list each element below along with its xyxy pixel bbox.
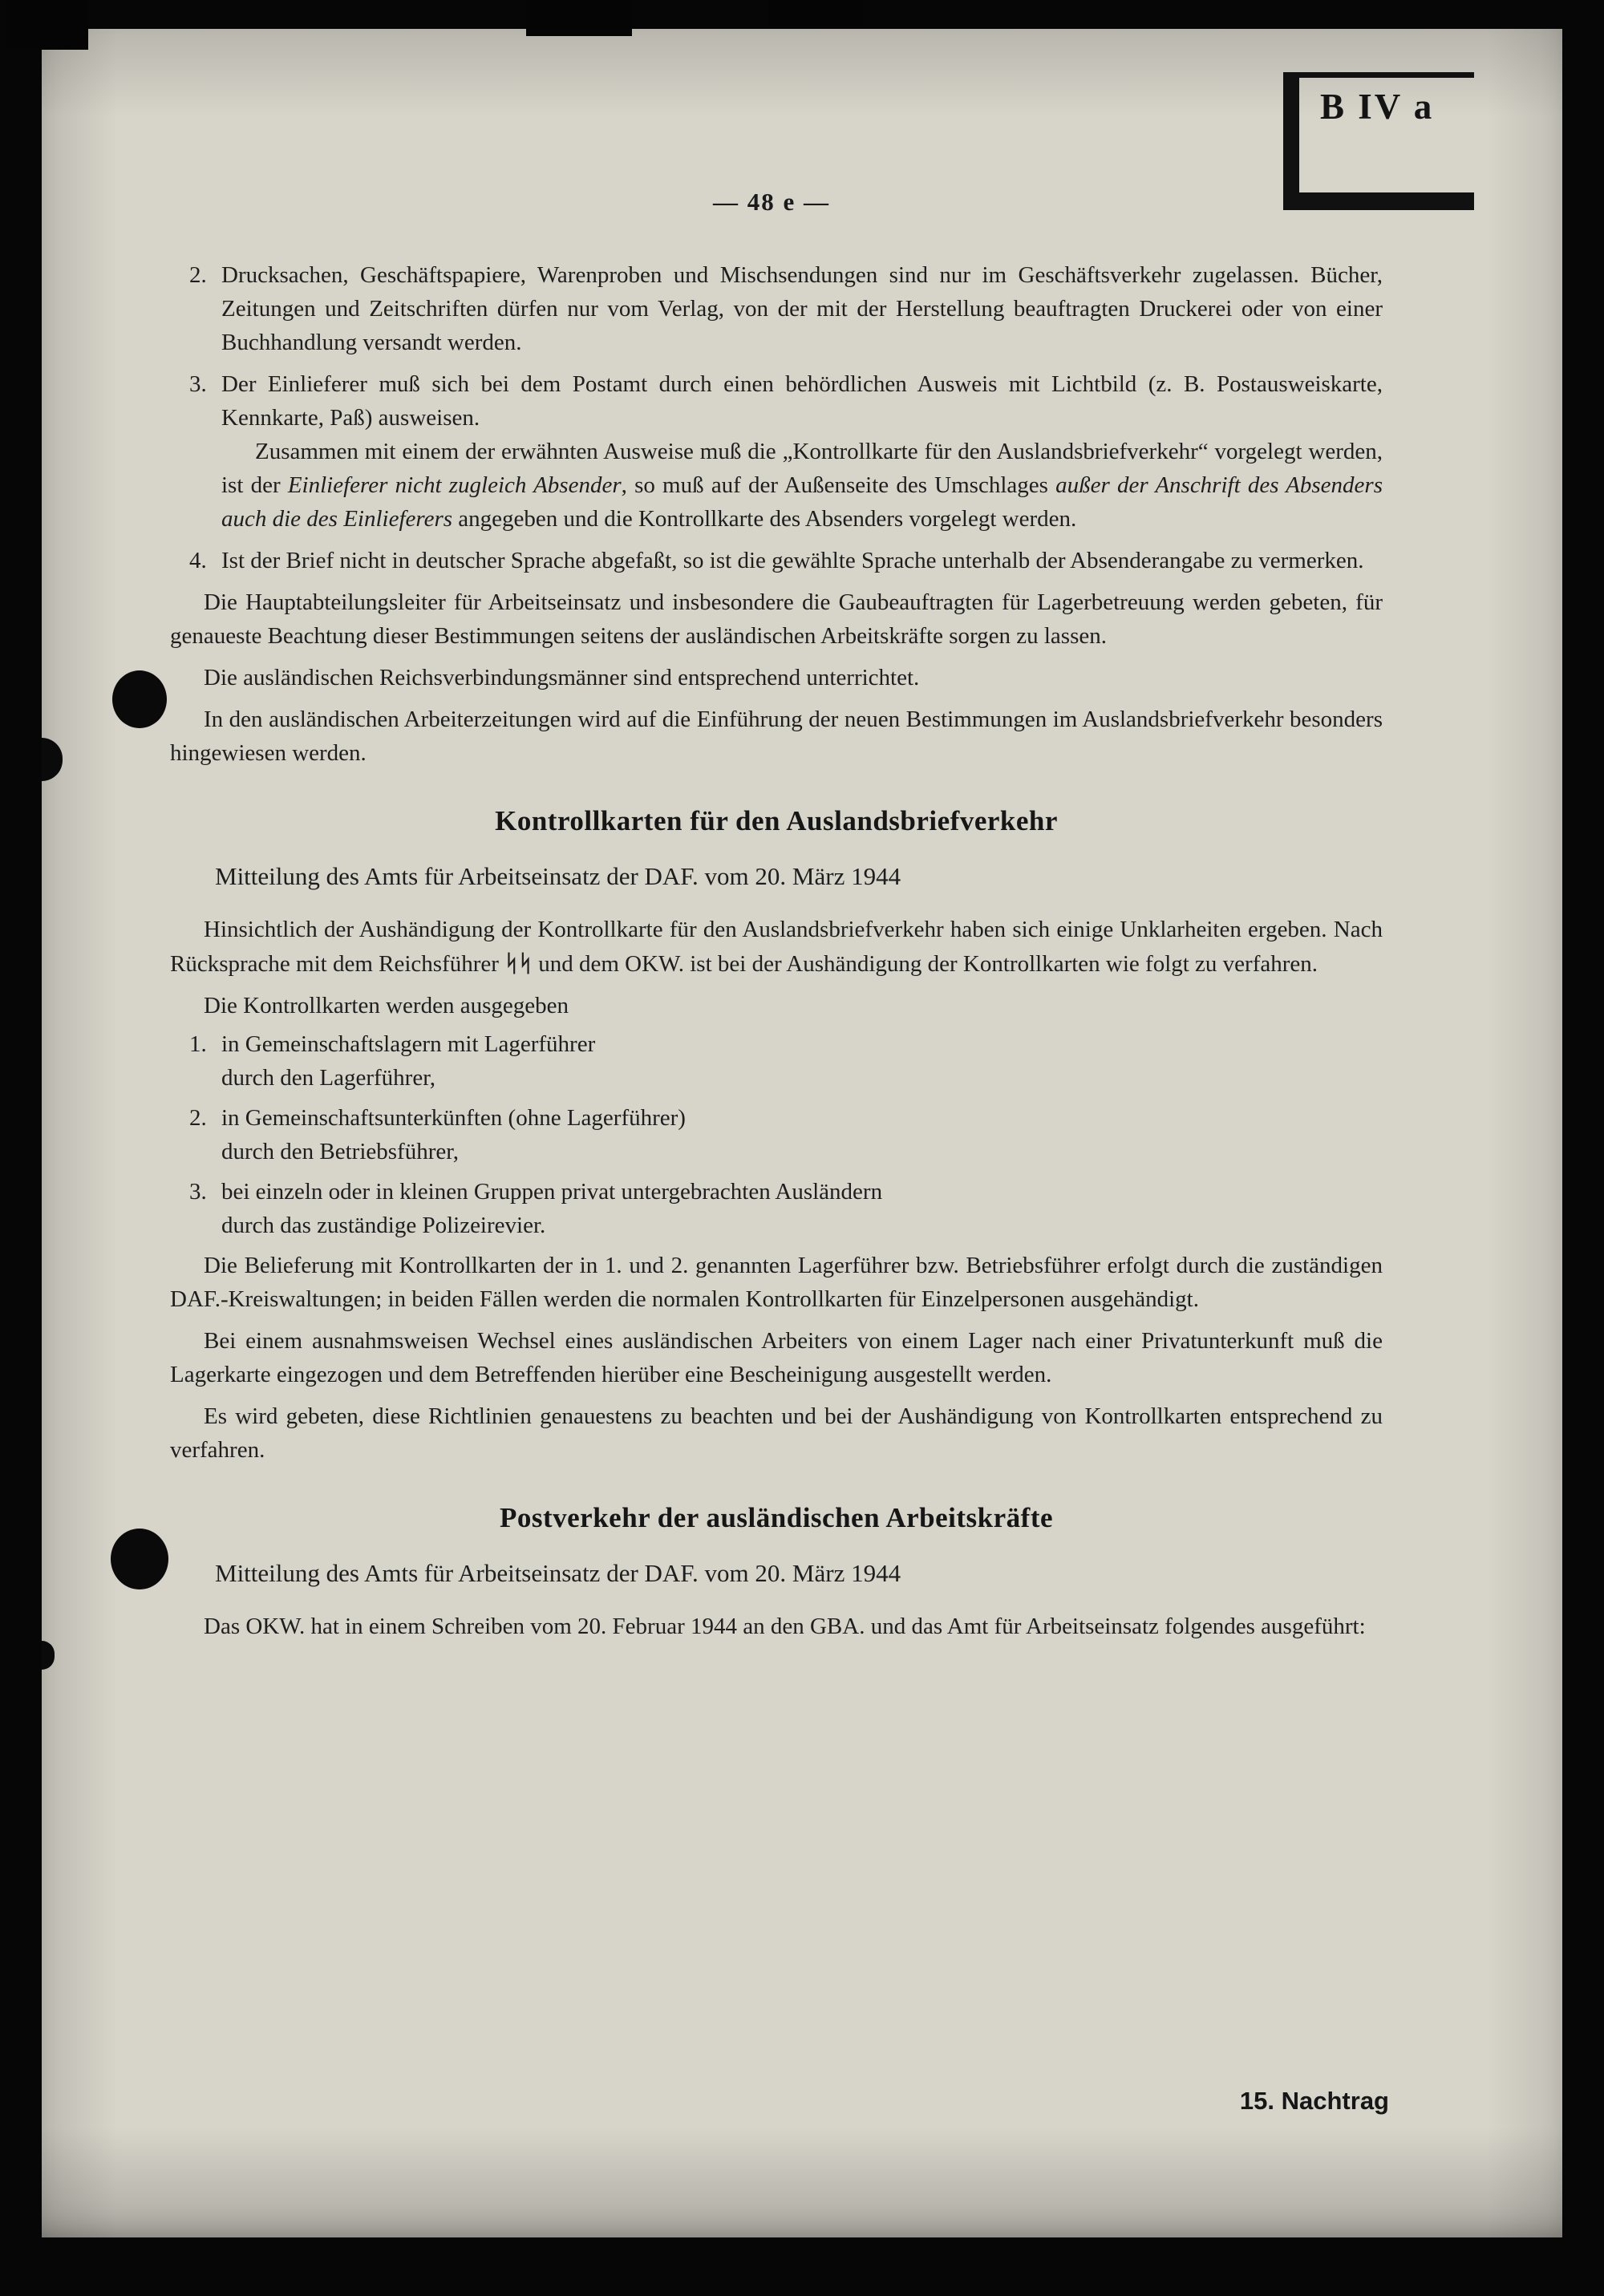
hole-punch [112, 670, 167, 728]
italic-phrase: Einlieferer nicht zugleich Absender [287, 472, 622, 498]
section-subheading-kontrollkarten: Mitteilung des Amts für Arbeitseinsatz der DAF. vom 20. März 1944 [215, 862, 901, 890]
section-heading-postverkehr: Postverkehr der ausländischen Arbeitskräfte [499, 1502, 1054, 1533]
list-item-line: bei einzeln oder in kleinen Gruppen privat untergebrachten Ausländern [221, 1179, 883, 1205]
list-item-line: in Gemeinschaftslagern mit Lagerführer [221, 1031, 596, 1057]
list-item-text: Ist der Brief nicht in deutscher Sprache abgefaßt, so ist die gewählte Sprache unterhalb der Absenderangabe zu vermerken. [221, 548, 1364, 573]
scan-artifact-block [6, 0, 88, 50]
list-item-3-para-2: Zusammen mit einem der erwähnten Ausweise muß die „Kontrollkarte für den Auslandsbriefverkehr“ vorgelegt werden, ist der Einlieferer nicht zugleich Absender, so muß auf der Außenseite des Umschlages außer der Anschrift des Absenders auch die des Einlieferers angegeben und die Kontrollkarte des Absenders vorgelegt werden. [221, 439, 1383, 532]
supplement-label: 15. Nachtrag [1239, 2087, 1389, 2115]
paragraph-hauptabteilungsleiter: Die Hauptabteilungsleiter für Arbeitseinsatz und insbesondere die Gaubeauftragten für Lagerbetreuung werden gebeten, für genaueste Beachtung dieser Bestimmungen seitens der ausländischen Arbeitskräfte sorgen zu lassen. [170, 589, 1383, 649]
paragraph-hinsichtlich: Hinsichtlich der Aushändigung der Kontrollkarte für den Auslandsbriefverkehr haben sich einige Unklarheiten ergeben. Nach Rücksprache mit dem Reichsführer ᛋᛋ und dem OKW. ist bei der Aushändigung der Kontrollkarten wie folgt zu verfahren. [170, 917, 1383, 977]
issuance-list-item-1 [170, 1027, 1383, 1095]
issuance-list [170, 1027, 1383, 1242]
list-item-line: durch das zuständige Polizeirevier. [221, 1213, 546, 1238]
list-item-line: durch den Lagerführer, [221, 1065, 435, 1091]
list-item-number: 2. [189, 1105, 207, 1131]
list-item-number: 2. [189, 262, 207, 288]
list-item-4 [170, 544, 1383, 577]
paragraph-belieferung: Die Belieferung mit Kontrollkarten der in 1. und 2. genannten Lagerführer bzw. Betriebsführer erfolgt durch die zuständigen DAF.-Kreiswaltungen; in beiden Fällen werden die normalen Kontrollkarten für Einzelpersonen ausgehändigt. [170, 1253, 1383, 1312]
paragraph-arbeiterzeitungen: In den ausländischen Arbeiterzeitungen wird auf die Einführung der neuen Bestimmungen im Auslandsbriefverkehr besonders hingewiesen werden. [170, 707, 1383, 766]
list-item-text [221, 367, 1383, 536]
section-label-box [1283, 72, 1474, 210]
scan-artifact-block [768, 0, 863, 25]
issuance-list-item-3 [170, 1175, 1383, 1242]
list-item-number: 4. [189, 548, 207, 573]
list-item-number: 1. [189, 1031, 207, 1057]
list-item-3 [170, 367, 1383, 536]
list-item-number: 3. [189, 1179, 207, 1205]
scanned-document-page [42, 29, 1562, 2237]
paragraph-intro-kontrollkarten: Die Kontrollkarten werden ausgegeben [204, 993, 569, 1018]
paragraph-richtlinien: Es wird gebeten, diese Richtlinien genauestens zu beachten und bei der Aushändigung von Kontrollkarten entsprechend zu verfahren. [170, 1403, 1383, 1463]
hole-punch [111, 1529, 168, 1589]
list-item-number: 3. [189, 371, 207, 397]
issuance-list-item-2 [170, 1101, 1383, 1168]
list-item-2 [170, 258, 1383, 359]
list-item-line: durch den Betriebsführer, [221, 1139, 459, 1164]
section-label: B IV a [1320, 87, 1435, 127]
list-item-text: Drucksachen, Geschäftspapiere, Warenproben und Mischsendungen sind nur im Geschäftsverkehr zugelassen. Bücher, Zeitungen und Zeitschriften dürfen nur vom Verlag, von der mit der Herstellung beauftragten Druckerei oder von einer Buchhandlung versandt werden. [221, 262, 1383, 355]
list-item-line: in Gemeinschaftsunterkünften (ohne Lagerführer) [221, 1105, 686, 1131]
list-item-3-para-1: Der Einlieferer muß sich bei dem Postamt durch einen behördlichen Ausweis mit Lichtbild (z. B. Postausweiskarte, Kennkarte, Paß) ausweisen. [221, 371, 1383, 431]
section-heading-kontrollkarten: Kontrollkarten für den Auslandsbriefverkehr [495, 805, 1058, 836]
scan-artifact-block [526, 0, 632, 36]
page-number: — 48 e — [712, 188, 830, 216]
ss-runes-glyph: ᛋᛋ [504, 950, 533, 977]
document-body [170, 258, 1383, 1651]
paragraph-okw-schreiben: Das OKW. hat in einem Schreiben vom 20. Februar 1944 an den GBA. und das Amt für Arbeitseinsatz folgendes ausgeführt: [204, 1614, 1366, 1639]
paragraph-wechsel: Bei einem ausnahmsweisen Wechsel eines ausländischen Arbeiters von einem Lager nach einer Privatunterkunft muß die Lagerkarte eingezogen und dem Betreffenden hierüber eine Bescheinigung ausgestellt werden. [170, 1328, 1383, 1387]
italic-phrase: außer der Anschrift des Absenders auch die des Einlieferers [221, 472, 1383, 532]
paragraph-reichsverbindungsmaenner: Die ausländischen Reichsverbindungsmänner sind entsprechend unterrichtet. [204, 665, 920, 690]
section-subheading-postverkehr: Mitteilung des Amts für Arbeitseinsatz der DAF. vom 20. März 1944 [215, 1559, 901, 1587]
